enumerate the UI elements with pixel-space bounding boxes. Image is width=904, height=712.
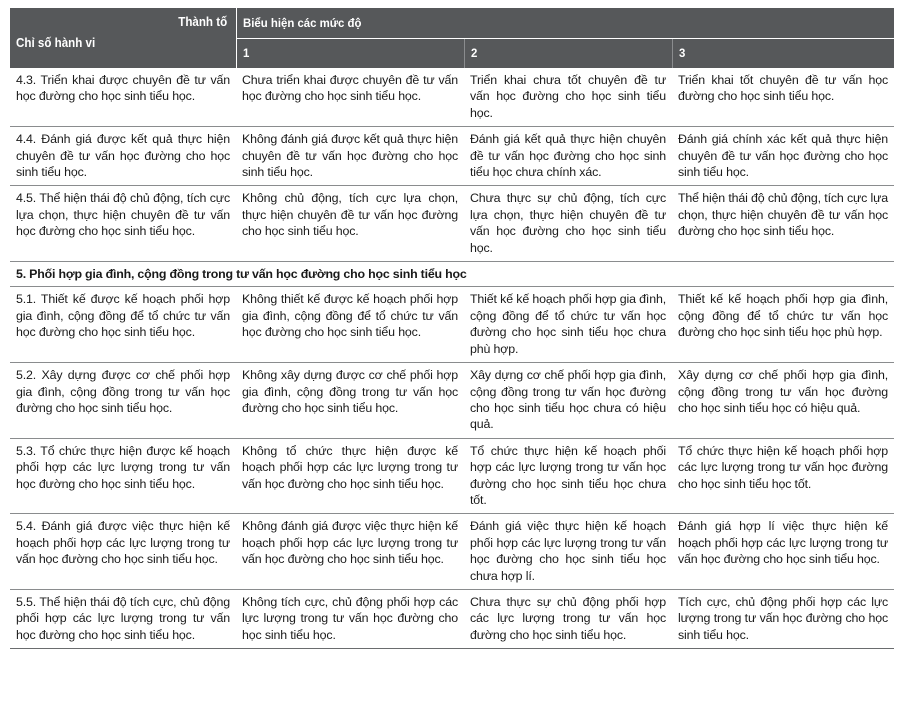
level3-cell [672,186,894,262]
level3-text: Đánh giá chính xác kết quả thực hiện chuyên đề tư vấn học đường cho học sinh tiểu học. [678,132,889,180]
level1-cell [236,514,464,590]
level2-text: Tổ chức thực hiện kế hoạch phối hợp các lực lượng trong tư vấn học đường cho học sinh tiểu học chưa tốt. [470,443,666,507]
indicator-cell [10,68,236,127]
level1-cell [236,127,464,186]
level3-cell [672,363,894,439]
level3-text: Xây dựng cơ chế phối hợp gia đình, cộng đồng trong tư vấn học đường cho học sinh tiểu học có hiệu quả. [678,368,889,415]
level3-cell [672,68,894,127]
level2-text: Xây dựng cơ chế phối hợp gia đình, cộng đồng trong tư vấn học đường cho học sinh tiểu học chưa có hiệu quả. [470,368,666,432]
table-row [10,514,894,590]
table-row [10,363,894,439]
table-row [10,438,894,514]
level2-cell [464,589,672,648]
level2-text: Đánh giá việc thực hiện kế hoạch phối hợp các lực lượng trong tư vấn học đường cho học sinh tiểu học chưa hợp lí. [470,519,666,583]
level3-text: Đánh giá hợp lí việc thực hiện kế hoạch phối hợp các lực lượng trong tư vấn học đường cho học sinh tiểu học. [678,519,889,567]
level1-text: Không tích cực, chủ động phối hợp các lực lượng trong tư vấn học đường cho học sinh tiểu học. [242,594,458,642]
rubric-table [10,8,894,649]
indicator-cell [10,438,236,514]
level2-cell [464,186,672,262]
level1-text: Không chủ động, tích cực lựa chọn, thực hiện chuyên đề tư vấn học đường cho học sinh tiểu học. [242,191,458,239]
header-indicator-label: Chỉ số hành vi [16,36,96,50]
level1-cell [236,589,464,648]
level1-text: Không tổ chức thực hiện được kế hoạch phối hợp các lực lượng trong tư vấn học đường cho học sinh tiểu học. [242,443,458,491]
level2-text: Chưa thực sự chủ động, tích cực lựa chọn, thực hiện chuyên đề tư vấn học đường cho học sinh tiểu học. [470,191,666,255]
level3-text: Thiết kế kế hoạch phối hợp gia đình, cộng đồng để tổ chức tư vấn học đường cho học sinh tiểu học phù hợp. [678,292,889,340]
indicator-text: 5.1. Thiết kế được kế hoạch phối hợp gia đình, cộng đồng để tổ chức tư vấn học đường cho học sinh tiểu học. [16,292,230,340]
level1-text: Chưa triển khai được chuyên đề tư vấn học đường cho học sinh tiểu học. [242,73,458,104]
table-row [10,186,894,262]
section-row [10,262,894,287]
level1-cell [236,186,464,262]
level2-cell [464,68,672,127]
level2-text: Thiết kế kế hoạch phối hợp gia đình, cộng đồng để tổ chức tư vấn học đường cho học sinh tiểu học chưa phù hợp. [470,292,666,356]
level3-text: Triển khai tốt chuyên đề tư vấn học đường cho học sinh tiểu học. [678,73,889,104]
indicator-text: 4.5. Thể hiện thái độ chủ động, tích cực lựa chọn, thực hiện chuyên đề tư vấn học đường cho học sinh tiểu học. [16,191,230,239]
level3-text: Thể hiện thái độ chủ động, tích cực lựa chọn, thực hiện chuyên đề tư vấn học đường cho học sinh tiểu học. [678,191,889,239]
header-level-3 [672,38,894,68]
header-level-2-label: 2 [470,46,477,61]
level1-text: Không đánh giá được kết quả thực hiện chuyên đề tư vấn học đường cho học sinh tiểu học. [242,132,458,180]
level1-text: Không thiết kế được kế hoạch phối hợp gia đình, cộng đồng để tổ chức tư vấn học đường cho học sinh tiểu học. [242,292,458,340]
level2-cell [464,127,672,186]
table-row [10,68,894,127]
indicator-text: 5.3. Tổ chức thực hiện được kế hoạch phối hợp các lực lượng trong tư vấn học đường cho học sinh tiểu học. [16,443,230,491]
header-level-1 [236,38,464,68]
level3-cell [672,514,894,590]
table-body [10,68,894,649]
section-title: 5. Phối hợp gia đình, cộng đồng trong tư vấn học đường cho học sinh tiểu học [10,262,894,287]
table-row [10,589,894,648]
header-levels-title: Biểu hiện các mức độ [242,15,361,30]
level2-cell [464,287,672,363]
level3-cell [672,589,894,648]
indicator-text: 5.4. Đánh giá được việc thực hiện kế hoạch phối hợp các lực lượng trong tư vấn học đường cho học sinh tiểu học. [16,519,230,567]
table-row [10,127,894,186]
level1-cell [236,287,464,363]
level2-text: Triển khai chưa tốt chuyên đề tư vấn học đường cho học sinh tiểu học. [470,73,666,120]
level1-text: Không xây dựng được cơ chế phối hợp gia đình, cộng đồng trong tư vấn học đường cho học sinh tiểu học. [242,368,458,415]
level1-cell [236,68,464,127]
indicator-text: 4.3. Triển khai được chuyên đề tư vấn học đường cho học sinh tiểu học. [16,73,230,104]
header-corner-cell [10,8,236,68]
indicator-cell [10,589,236,648]
level2-cell [464,514,672,590]
indicator-cell [10,514,236,590]
header-level-3-label: 3 [678,46,685,61]
indicator-text: 5.5. Thể hiện thái độ tích cực, chủ động phối hợp các lực lượng trong tư vấn học đường cho học sinh tiểu học. [16,594,230,642]
level2-text: Chưa thực sự chủ động phối hợp các lực lượng trong tư vấn học đường cho học sinh tiểu học. [470,594,666,642]
level3-cell [672,438,894,514]
level3-text: Tổ chức thực hiện kế hoạch phối hợp các lực lượng trong tư vấn học đường cho học sinh tiểu học tốt. [678,443,889,491]
level2-cell [464,438,672,514]
level1-cell [236,438,464,514]
level3-cell [672,287,894,363]
header-component-label: Thành tố [178,15,228,29]
table-row [10,287,894,363]
indicator-cell [10,363,236,439]
indicator-text: 5.2. Xây dựng được cơ chế phối hợp gia đình, cộng đồng trong tư vấn học đường cho học sinh tiểu học. [16,368,230,415]
level1-cell [236,363,464,439]
level2-text: Đánh giá kết quả thực hiện chuyên đề tư vấn học đường cho học sinh tiểu học chưa chính xác. [470,132,666,180]
indicator-cell [10,127,236,186]
header-levels-group [236,8,894,38]
level3-text: Tích cực, chủ động phối hợp các lực lượng trong tư vấn học đường cho học sinh tiểu học. [678,594,889,642]
level3-cell [672,127,894,186]
level1-text: Không đánh giá được việc thực hiện kế hoạch phối hợp các lực lượng trong tư vấn học đường cho học sinh tiểu học. [242,519,458,567]
level2-cell [464,363,672,439]
table-header [10,8,894,68]
indicator-cell [10,287,236,363]
indicator-text: 4.4. Đánh giá được kết quả thực hiện chuyên đề tư vấn học đường cho học sinh tiểu học. [16,132,230,180]
indicator-cell [10,186,236,262]
header-level-1-label: 1 [242,46,249,61]
header-level-2 [464,38,672,68]
